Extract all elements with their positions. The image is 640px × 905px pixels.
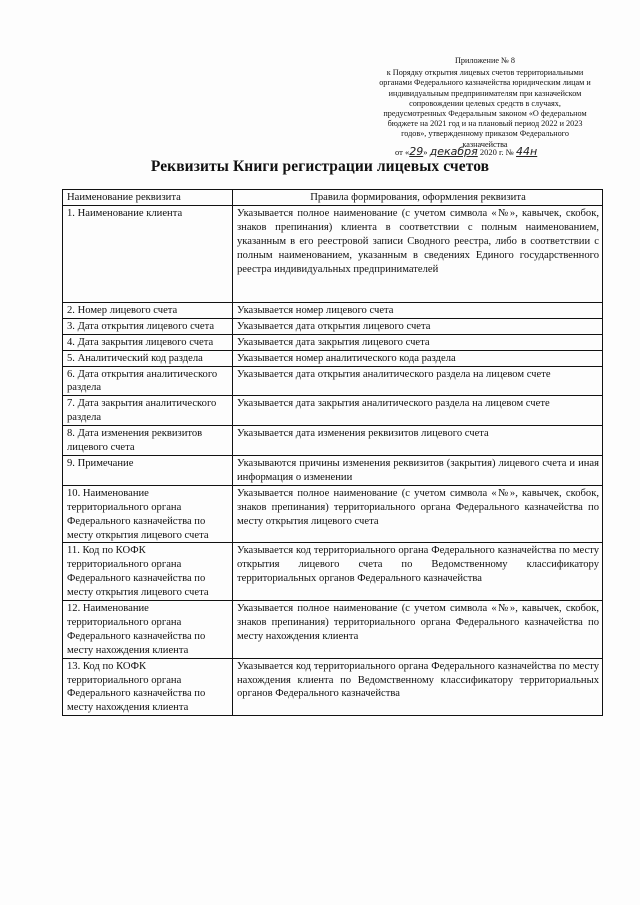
requisite-name: 1. Наименование клиента [63,205,233,302]
appendix-line: индивидуальным предпринимателям при казначейском [388,88,582,98]
requisite-name: 8. Дата изменения реквизитов лицевого счета [63,426,233,456]
requisite-name: 3. Дата открытия лицевого счета [63,318,233,334]
table-row [63,455,603,485]
requisite-name: 4. Дата закрытия лицевого счета [63,334,233,350]
order-day: 29 [409,145,424,158]
requisite-rule: Указывается дата закрытия аналитического раздела на лицевом счете [233,396,603,426]
order-month: декабря [429,145,478,158]
document-title: Реквизиты Книги регистрации лицевых счетов [150,158,490,175]
table-row [63,366,603,396]
requisite-name: 12. Наименование территориального органа Федерального казначейства по месту нахождения клиента [63,601,233,659]
requisite-rule: Указывается полное наименование (с учетом символа «№», кавычек, скобок, знаков препинания) территориального органа Федерального казначейства по месту открытия лицевого счета [233,485,603,543]
requisites-table [62,189,603,716]
table-row [63,601,603,659]
requisite-rule: Указывается дата открытия лицевого счета [233,318,603,334]
appendix-line: к Порядку открытия лицевых счетов территориальными [386,68,584,78]
appendix-header [350,56,620,150]
table-row [63,318,603,334]
requisite-rule: Указывается номер лицевого счета [233,302,603,318]
requisite-name: 9. Примечание [63,455,233,485]
requisite-name: 7. Дата закрытия аналитического раздела [63,396,233,426]
requisite-rule: Указывается дата изменения реквизитов лицевого счета [233,426,603,456]
requisite-name: 10. Наименование территориального органа Федерального казначейства по месту открытия лицевого счета [63,485,233,543]
appendix-line: бюджете на 2021 год и на плановый период 2022 и 2023 [387,119,583,129]
table-row [63,334,603,350]
table-row [63,396,603,426]
appendix-line: органами Федерального казначейства юридическим лицам и [379,78,591,88]
order-reference [395,145,537,158]
appendix-line: предусмотренных Федеральным законом «О федеральном [383,109,587,119]
requisite-name: 11. Код по КОФК территориального органа Федерального казначейства по месту открытия лицевого счета [63,543,233,601]
requisite-rule: Указывается полное наименование (с учетом символа «№», кавычек, скобок, знаков препинания) территориального органа Федерального казначейства по месту нахождения клиента [233,601,603,659]
appendix-line: сопровождении целевых средств в случаях, [409,98,561,108]
requisite-rule: Указывается номер аналитического кода раздела [233,350,603,366]
requisite-rule: Указывается дата закрытия лицевого счета [233,334,603,350]
requisite-name: 6. Дата открытия аналитического раздела [63,366,233,396]
requisite-rule: Указывается код территориального органа Федерального казначейства по месту открытия лицевого счета по Ведомственному классификатору территориальных органов Федерального казначейства [233,543,603,601]
table-row [63,205,603,302]
table-row [63,485,603,543]
appendix-line: годов», утвержденному приказом Федерального [401,129,569,139]
table-row [63,426,603,456]
appendix-line: Приложение № 8 [455,56,515,65]
header-rule: Правила формирования, оформления реквизита [233,190,603,206]
table-row [63,350,603,366]
requisite-rule: Указывается код территориального органа Федерального казначейства по месту нахождения клиента по Ведомственному классификатору территориальных органов Федерального казначейства [233,658,603,716]
requisite-name: 13. Код по КОФК территориального органа Федерального казначейства по месту нахождения клиента [63,658,233,716]
header-name: Наименование реквизита [63,190,233,206]
appendix-line: казначейства [462,139,508,149]
table-header-row [63,190,603,206]
table-row [63,543,603,601]
order-prefix: от « [395,147,410,157]
order-number: 44н [516,145,538,158]
requisite-name: 2. Номер лицевого счета [63,302,233,318]
order-mid2: 2020 г. № [477,147,517,157]
table-row [63,302,603,318]
table-row [63,658,603,716]
requisite-rule: Указывается полное наименование (с учетом символа «№», кавычек, скобок, знаков препинания) клиента в соответствии с полным наименованием, указанным в его реестровой записи Сводного реестра, либо в соответствии с полным наименованием, указанным в сведениях Единого государственного реестра индивидуальных предпринимателей [233,205,603,302]
order-mid1: » [423,147,430,157]
requisite-name: 5. Аналитический код раздела [63,350,233,366]
requisite-rule: Указываются причины изменения реквизитов (закрытия) лицевого счета и иная информация о изменении [233,455,603,485]
requisite-rule: Указывается дата открытия аналитического раздела на лицевом счете [233,366,603,396]
